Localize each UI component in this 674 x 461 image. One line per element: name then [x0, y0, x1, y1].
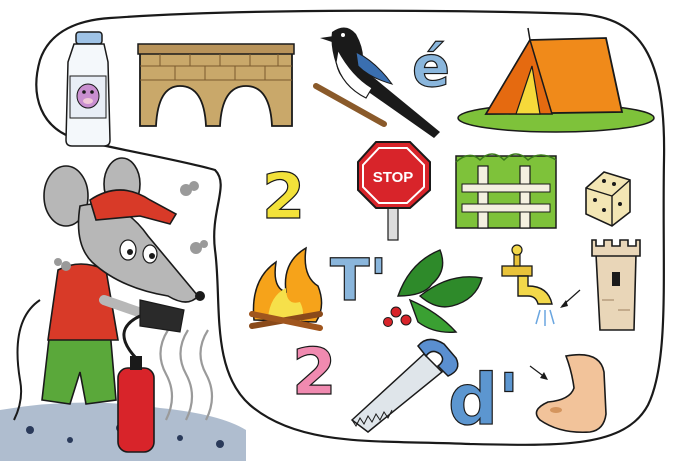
- number-two-bottom: 2: [292, 336, 337, 410]
- letter-d-apostrophe: d': [448, 359, 520, 441]
- letter-t-apostrophe: T': [330, 246, 388, 314]
- milk-bottle-icon: [66, 32, 110, 146]
- number-two-top: 2: [262, 160, 306, 233]
- tower-icon: [592, 240, 640, 330]
- mouse-firefighter-icon: [0, 158, 246, 461]
- letter-e-accent: é: [412, 35, 450, 100]
- fence-icon: [456, 154, 556, 228]
- stop-sign-label: STOP: [372, 169, 414, 186]
